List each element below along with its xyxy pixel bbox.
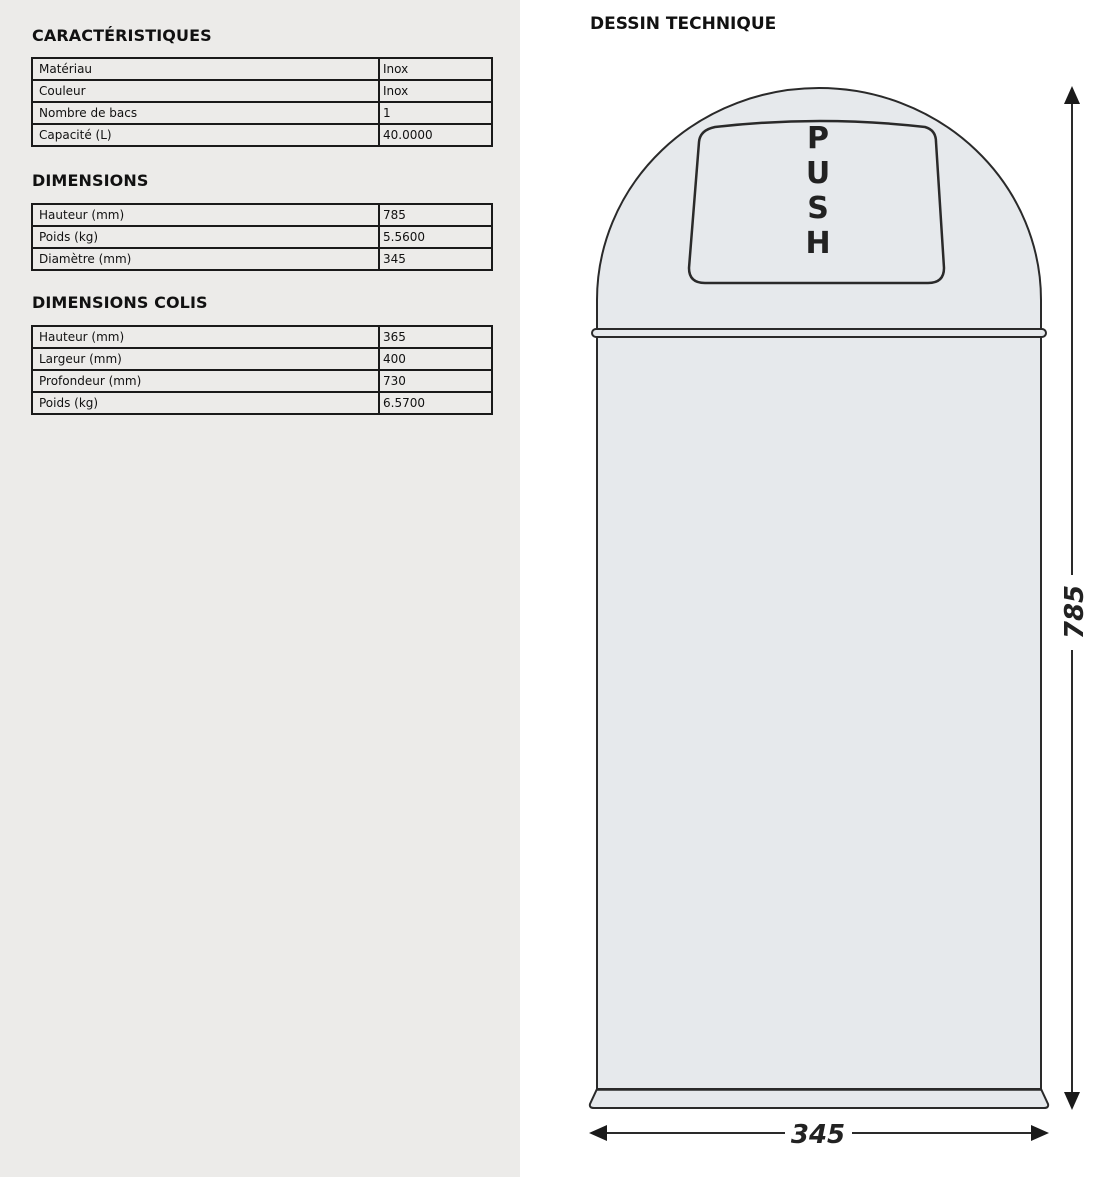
table-row — [32, 124, 492, 146]
section-title-dimensions-colis: DIMENSIONS COLIS — [32, 293, 208, 312]
table-row — [32, 226, 492, 248]
bin-cylinder — [597, 337, 1041, 1089]
dimensions-colis-table — [31, 325, 493, 415]
width-label: 345 — [790, 1120, 846, 1150]
table-row — [32, 58, 492, 80]
section-title-dimensions: DIMENSIONS — [32, 171, 149, 190]
row-value: 6.5700 — [379, 392, 492, 414]
width-dimension — [589, 1120, 1049, 1150]
row-value: 345 — [379, 248, 492, 270]
row-value: 730 — [379, 370, 492, 392]
row-label: Profondeur (mm) — [32, 370, 379, 392]
arrow-right-icon — [1031, 1125, 1049, 1141]
table-row — [32, 248, 492, 270]
drawing-title: DESSIN TECHNIQUE — [590, 14, 777, 34]
push-letter: H — [805, 226, 831, 261]
technical-drawing — [520, 0, 1102, 1177]
table-row — [32, 102, 492, 124]
table-row — [32, 370, 492, 392]
row-value: Inox — [379, 80, 492, 102]
row-label: Couleur — [32, 80, 379, 102]
section-title-caracteristiques: CARACTÉRISTIQUES — [32, 26, 212, 45]
dimensions-table — [31, 203, 493, 271]
row-label: Largeur (mm) — [32, 348, 379, 370]
table-row — [32, 204, 492, 226]
row-value: 365 — [379, 326, 492, 348]
row-label: Nombre de bacs — [32, 102, 379, 124]
table-row — [32, 80, 492, 102]
row-value: 1 — [379, 102, 492, 124]
arrow-up-icon — [1064, 86, 1080, 104]
row-value: 5.5600 — [379, 226, 492, 248]
bin-base — [590, 1089, 1048, 1108]
table-row — [32, 348, 492, 370]
height-dimension — [1060, 86, 1090, 1110]
row-label: Poids (kg) — [32, 226, 379, 248]
bin-band — [592, 329, 1046, 337]
row-value: 785 — [379, 204, 492, 226]
push-letter: P — [807, 121, 829, 156]
row-value: 400 — [379, 348, 492, 370]
row-value: Inox — [379, 58, 492, 80]
table-row — [32, 326, 492, 348]
row-label: Diamètre (mm) — [32, 248, 379, 270]
push-letter: S — [807, 191, 829, 226]
row-label: Poids (kg) — [32, 392, 379, 414]
arrow-down-icon — [1064, 1092, 1080, 1110]
height-label: 785 — [1060, 584, 1090, 640]
row-label: Matériau — [32, 58, 379, 80]
row-value: 40.0000 — [379, 124, 492, 146]
row-label: Capacité (L) — [32, 124, 379, 146]
row-label: Hauteur (mm) — [32, 204, 379, 226]
arrow-left-icon — [589, 1125, 607, 1141]
caracteristiques-table — [31, 57, 493, 147]
row-label: Hauteur (mm) — [32, 326, 379, 348]
table-row — [32, 392, 492, 414]
push-letter: U — [805, 156, 831, 191]
